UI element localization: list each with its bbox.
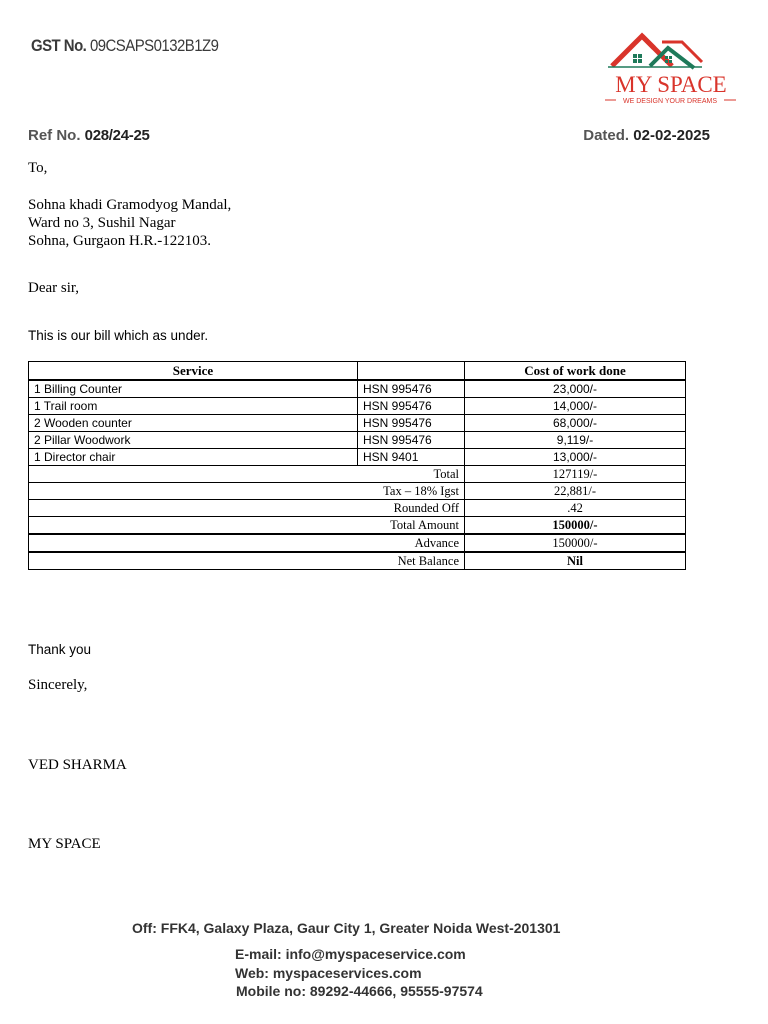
summary-value: Nil bbox=[465, 552, 686, 570]
house-logo-icon bbox=[602, 30, 740, 106]
web-label: Web: bbox=[235, 965, 269, 981]
summary-value: 22,881/- bbox=[465, 483, 686, 500]
office-address: Off: FFK4, Galaxy Plaza, Gaur City 1, Greater Noida West-201301 bbox=[132, 920, 561, 936]
item-cost: 13,000/- bbox=[465, 449, 686, 466]
mobile-label: Mobile no: bbox=[236, 983, 306, 999]
salutation: Dear sir, bbox=[28, 280, 80, 296]
summary-label: Rounded Off bbox=[29, 500, 465, 517]
gst-value: 09CSAPS0132B1Z9 bbox=[89, 36, 219, 55]
header-service: Service bbox=[29, 362, 358, 381]
ref-label: Ref No. bbox=[28, 127, 81, 144]
summary-row-advance bbox=[29, 534, 686, 552]
to-line: To, bbox=[28, 160, 48, 176]
table-row bbox=[29, 449, 686, 466]
web-value[interactable]: myspaceservices.com bbox=[272, 965, 422, 981]
thank-you: Thank you bbox=[28, 642, 92, 657]
header-cost: Cost of work done bbox=[465, 362, 686, 381]
web-line bbox=[235, 965, 422, 981]
email-line bbox=[235, 946, 466, 962]
summary-label: Net Balance bbox=[29, 552, 465, 570]
item-cost: 68,000/- bbox=[465, 415, 686, 432]
summary-value: 127119/- bbox=[465, 466, 686, 483]
summary-label: Advance bbox=[29, 534, 465, 552]
item-service: 2 Wooden counter bbox=[29, 415, 358, 432]
email-value[interactable]: info@myspaceservice.com bbox=[285, 946, 466, 962]
item-cost: 9,119/- bbox=[465, 432, 686, 449]
logo-text: MY SPACE bbox=[615, 72, 727, 97]
address-line-2: Ward no 3, Sushil Nagar bbox=[28, 215, 176, 231]
summary-label: Tax – 18% Igst bbox=[29, 483, 465, 500]
item-service: 1 Trail room bbox=[29, 398, 358, 415]
item-service: 1 Director chair bbox=[29, 449, 358, 466]
date-value: 02-02-2025 bbox=[633, 127, 710, 144]
table-row bbox=[29, 432, 686, 449]
item-hsn: HSN 995476 bbox=[358, 432, 465, 449]
company-logo bbox=[602, 30, 740, 106]
address-line-1: Sohna khadi Gramodyog Mandal, bbox=[28, 197, 232, 213]
summary-value: .42 bbox=[465, 500, 686, 517]
mobile-line bbox=[236, 983, 483, 999]
table-row bbox=[29, 415, 686, 432]
summary-value: 150000/- bbox=[465, 534, 686, 552]
table-row bbox=[29, 398, 686, 415]
item-cost: 14,000/- bbox=[465, 398, 686, 415]
ref-number bbox=[28, 127, 150, 144]
item-hsn: HSN 995476 bbox=[358, 398, 465, 415]
gst-label: GST No. bbox=[31, 36, 87, 55]
item-hsn: HSN 995476 bbox=[358, 380, 465, 398]
mobile-value: 89292-44666, 95555-97574 bbox=[309, 983, 483, 999]
bill-table bbox=[28, 361, 686, 570]
item-hsn: HSN 9401 bbox=[358, 449, 465, 466]
company-name: MY SPACE bbox=[28, 836, 101, 852]
summary-label: Total Amount bbox=[29, 517, 465, 535]
item-hsn: HSN 995476 bbox=[358, 415, 465, 432]
address-line-3: Sohna, Gurgaon H.R.-122103. bbox=[28, 233, 212, 249]
summary-row-rounded bbox=[29, 500, 686, 517]
header-hsn bbox=[358, 362, 465, 381]
summary-row-net-balance bbox=[29, 552, 686, 570]
gst-number bbox=[31, 36, 218, 56]
item-service: 1 Billing Counter bbox=[29, 380, 358, 398]
ref-value: 028/24-25 bbox=[84, 127, 150, 144]
logo-tagline: WE DESIGN YOUR DREAMS bbox=[623, 98, 717, 105]
summary-row-total bbox=[29, 466, 686, 483]
summary-value: 150000/- bbox=[465, 517, 686, 535]
table-row bbox=[29, 380, 686, 398]
summary-row-total-amount bbox=[29, 517, 686, 535]
date-label: Dated. bbox=[583, 127, 630, 144]
intro-text: This is our bill which as under. bbox=[28, 328, 209, 343]
summary-row-tax bbox=[29, 483, 686, 500]
sincerely: Sincerely, bbox=[28, 677, 88, 693]
item-service: 2 Pillar Woodwork bbox=[29, 432, 358, 449]
date bbox=[583, 127, 710, 144]
item-cost: 23,000/- bbox=[465, 380, 686, 398]
summary-label: Total bbox=[29, 466, 465, 483]
table-header-row bbox=[29, 362, 686, 381]
email-label: E-mail: bbox=[235, 946, 282, 962]
signatory-name: VED SHARMA bbox=[28, 757, 127, 773]
